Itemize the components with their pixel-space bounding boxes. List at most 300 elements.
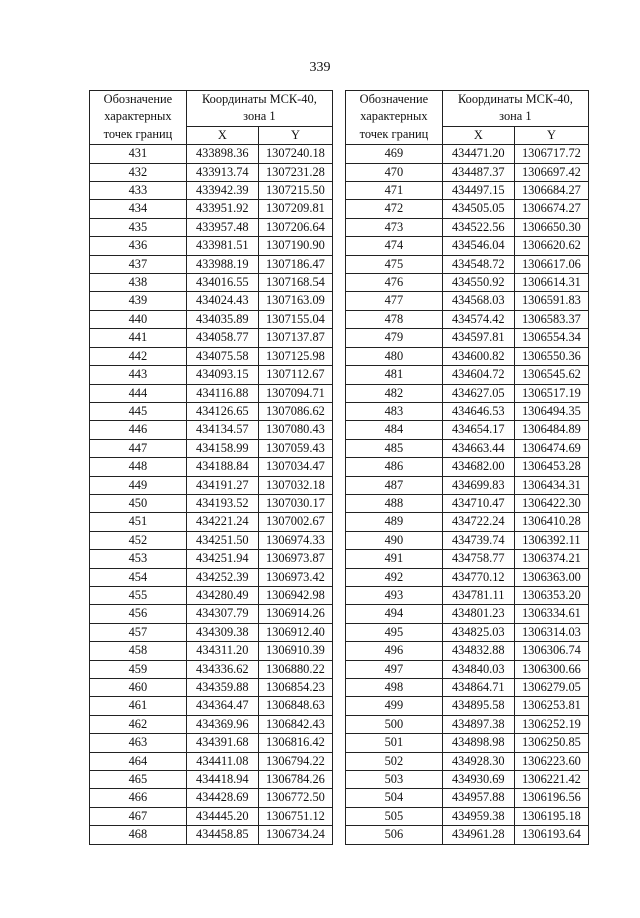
table-row (90, 329, 333, 347)
point-number-cell: 446 (90, 421, 187, 439)
y-coordinate-cell: 1306550.36 (514, 347, 588, 365)
y-coordinate-cell: 1307190.90 (258, 237, 332, 255)
table-row (90, 826, 333, 844)
point-number-cell: 449 (90, 476, 187, 494)
point-number-cell: 438 (90, 274, 187, 292)
table-row (90, 771, 333, 789)
point-number-cell: 480 (346, 347, 443, 365)
x-coordinate-cell: 434093.15 (186, 366, 258, 384)
header-y: Y (514, 126, 588, 144)
table-row (90, 568, 333, 586)
point-number-cell: 485 (346, 439, 443, 457)
table-row (90, 347, 333, 365)
table-row (90, 715, 333, 733)
y-coordinate-cell: 1307155.04 (258, 310, 332, 328)
y-coordinate-cell: 1306617.06 (514, 255, 588, 273)
x-coordinate-cell: 434251.94 (186, 550, 258, 568)
x-coordinate-cell: 434035.89 (186, 310, 258, 328)
x-coordinate-cell: 434898.98 (442, 734, 514, 752)
table-row (346, 586, 589, 604)
y-coordinate-cell: 1306942.98 (258, 586, 332, 604)
x-coordinate-cell: 434959.38 (442, 807, 514, 825)
table-row (346, 807, 589, 825)
table-row (90, 476, 333, 494)
table-row (346, 715, 589, 733)
table-row (346, 752, 589, 770)
table-row (90, 623, 333, 641)
y-coordinate-cell: 1306848.63 (258, 697, 332, 715)
point-number-cell: 431 (90, 145, 187, 163)
y-coordinate-cell: 1306223.60 (514, 752, 588, 770)
point-number-cell: 500 (346, 715, 443, 733)
x-coordinate-cell: 434957.88 (442, 789, 514, 807)
y-coordinate-cell: 1307168.54 (258, 274, 332, 292)
table-row (90, 494, 333, 512)
table-row (346, 274, 589, 292)
point-number-cell: 439 (90, 292, 187, 310)
x-coordinate-cell: 434739.74 (442, 531, 514, 549)
y-coordinate-cell: 1306392.11 (514, 531, 588, 549)
y-coordinate-cell: 1306816.42 (258, 734, 332, 752)
point-number-cell: 491 (346, 550, 443, 568)
x-coordinate-cell: 434682.00 (442, 458, 514, 476)
y-coordinate-cell: 1306554.34 (514, 329, 588, 347)
x-coordinate-cell: 434193.52 (186, 494, 258, 512)
y-coordinate-cell: 1306453.28 (514, 458, 588, 476)
point-number-cell: 497 (346, 660, 443, 678)
y-coordinate-cell: 1306973.42 (258, 568, 332, 586)
point-number-cell: 504 (346, 789, 443, 807)
point-number-cell: 490 (346, 531, 443, 549)
x-coordinate-cell: 434359.88 (186, 679, 258, 697)
header-coordinate-system: Координаты МСК-40, зона 1 (186, 91, 332, 127)
table-row (346, 826, 589, 844)
point-number-cell: 443 (90, 366, 187, 384)
x-coordinate-cell: 434134.57 (186, 421, 258, 439)
x-coordinate-cell: 434252.39 (186, 568, 258, 586)
coordinates-table-left (89, 90, 333, 845)
point-number-cell: 487 (346, 476, 443, 494)
y-coordinate-cell: 1307125.98 (258, 347, 332, 365)
y-coordinate-cell: 1307137.87 (258, 329, 332, 347)
point-number-cell: 477 (346, 292, 443, 310)
x-coordinate-cell: 434654.17 (442, 421, 514, 439)
table-row (90, 366, 333, 384)
point-number-cell: 474 (346, 237, 443, 255)
y-coordinate-cell: 1306193.64 (514, 826, 588, 844)
x-coordinate-cell: 434191.27 (186, 476, 258, 494)
x-coordinate-cell: 434126.65 (186, 402, 258, 420)
x-coordinate-cell: 434758.77 (442, 550, 514, 568)
y-coordinate-cell: 1306196.56 (514, 789, 588, 807)
point-number-cell: 442 (90, 347, 187, 365)
table-row (346, 402, 589, 420)
point-number-cell: 501 (346, 734, 443, 752)
point-number-cell: 498 (346, 679, 443, 697)
x-coordinate-cell: 434546.04 (442, 237, 514, 255)
x-coordinate-cell: 433913.74 (186, 163, 258, 181)
table-row (346, 458, 589, 476)
point-number-cell: 489 (346, 513, 443, 531)
header-x: X (186, 126, 258, 144)
point-number-cell: 503 (346, 771, 443, 789)
x-coordinate-cell: 434781.11 (442, 586, 514, 604)
x-coordinate-cell: 433942.39 (186, 182, 258, 200)
y-coordinate-cell: 1306374.21 (514, 550, 588, 568)
y-coordinate-cell: 1307206.64 (258, 218, 332, 236)
table-row (90, 439, 333, 457)
y-coordinate-cell: 1307231.28 (258, 163, 332, 181)
y-coordinate-cell: 1306697.42 (514, 163, 588, 181)
table-row (90, 605, 333, 623)
table-row (346, 145, 589, 163)
table-row (346, 366, 589, 384)
header-coordinate-system: Координаты МСК-40, зона 1 (442, 91, 588, 127)
x-coordinate-cell: 434930.69 (442, 771, 514, 789)
table-row (346, 568, 589, 586)
y-coordinate-cell: 1306250.85 (514, 734, 588, 752)
y-coordinate-cell: 1306300.66 (514, 660, 588, 678)
table-row (90, 145, 333, 163)
y-coordinate-cell: 1306474.69 (514, 439, 588, 457)
y-coordinate-cell: 1306974.33 (258, 531, 332, 549)
point-number-cell: 464 (90, 752, 187, 770)
point-number-cell: 452 (90, 531, 187, 549)
table-row (346, 421, 589, 439)
table-row (90, 734, 333, 752)
y-coordinate-cell: 1306363.00 (514, 568, 588, 586)
point-number-cell: 440 (90, 310, 187, 328)
table-row (346, 439, 589, 457)
x-coordinate-cell: 434445.20 (186, 807, 258, 825)
table-row (90, 807, 333, 825)
y-coordinate-cell: 1306253.81 (514, 697, 588, 715)
x-coordinate-cell: 434646.53 (442, 402, 514, 420)
point-number-cell: 492 (346, 568, 443, 586)
table-row (90, 642, 333, 660)
y-coordinate-cell: 1307080.43 (258, 421, 332, 439)
y-coordinate-cell: 1307209.81 (258, 200, 332, 218)
table-row (346, 384, 589, 402)
y-coordinate-cell: 1306279.05 (514, 679, 588, 697)
point-number-cell: 451 (90, 513, 187, 531)
point-number-cell: 466 (90, 789, 187, 807)
table-row (346, 623, 589, 641)
x-coordinate-cell: 434471.20 (442, 145, 514, 163)
y-coordinate-cell: 1306880.22 (258, 660, 332, 678)
x-coordinate-cell: 434458.85 (186, 826, 258, 844)
point-number-cell: 496 (346, 642, 443, 660)
point-number-cell: 469 (346, 145, 443, 163)
x-coordinate-cell: 434722.24 (442, 513, 514, 531)
y-coordinate-cell: 1306195.18 (514, 807, 588, 825)
point-number-cell: 454 (90, 568, 187, 586)
table-row (90, 421, 333, 439)
y-coordinate-cell: 1307002.67 (258, 513, 332, 531)
x-coordinate-cell: 434016.55 (186, 274, 258, 292)
x-coordinate-cell: 434369.96 (186, 715, 258, 733)
y-coordinate-cell: 1306854.23 (258, 679, 332, 697)
y-coordinate-cell: 1307186.47 (258, 255, 332, 273)
x-coordinate-cell: 434895.58 (442, 697, 514, 715)
x-coordinate-cell: 434550.92 (442, 274, 514, 292)
table-row (346, 163, 589, 181)
y-coordinate-cell: 1307086.62 (258, 402, 332, 420)
y-coordinate-cell: 1306591.83 (514, 292, 588, 310)
point-number-cell: 465 (90, 771, 187, 789)
table-row (346, 347, 589, 365)
table-row (90, 218, 333, 236)
y-coordinate-cell: 1306583.37 (514, 310, 588, 328)
x-coordinate-cell: 434840.03 (442, 660, 514, 678)
table-row (90, 789, 333, 807)
point-number-cell: 447 (90, 439, 187, 457)
table-row (90, 163, 333, 181)
x-coordinate-cell: 434391.68 (186, 734, 258, 752)
point-number-cell: 433 (90, 182, 187, 200)
y-coordinate-cell: 1306545.62 (514, 366, 588, 384)
x-coordinate-cell: 434418.94 (186, 771, 258, 789)
x-coordinate-cell: 434864.71 (442, 679, 514, 697)
table-row (90, 697, 333, 715)
table-row (346, 789, 589, 807)
x-coordinate-cell: 434825.03 (442, 623, 514, 641)
table-row (346, 182, 589, 200)
y-coordinate-cell: 1306484.89 (514, 421, 588, 439)
table-row (346, 660, 589, 678)
x-coordinate-cell: 434336.62 (186, 660, 258, 678)
x-coordinate-cell: 434961.28 (442, 826, 514, 844)
point-number-cell: 479 (346, 329, 443, 347)
x-coordinate-cell: 434116.88 (186, 384, 258, 402)
x-coordinate-cell: 433957.48 (186, 218, 258, 236)
y-coordinate-cell: 1306772.50 (258, 789, 332, 807)
x-coordinate-cell: 434548.72 (442, 255, 514, 273)
point-number-cell: 494 (346, 605, 443, 623)
x-coordinate-cell: 433898.36 (186, 145, 258, 163)
x-coordinate-cell: 434309.38 (186, 623, 258, 641)
x-coordinate-cell: 434221.24 (186, 513, 258, 531)
y-coordinate-cell: 1306912.40 (258, 623, 332, 641)
point-number-cell: 441 (90, 329, 187, 347)
y-coordinate-cell: 1306910.39 (258, 642, 332, 660)
x-coordinate-cell: 434075.58 (186, 347, 258, 365)
header-x: X (442, 126, 514, 144)
y-coordinate-cell: 1307034.47 (258, 458, 332, 476)
y-coordinate-cell: 1306620.62 (514, 237, 588, 255)
x-coordinate-cell: 433951.92 (186, 200, 258, 218)
y-coordinate-cell: 1306410.28 (514, 513, 588, 531)
y-coordinate-cell: 1306221.42 (514, 771, 588, 789)
point-number-cell: 486 (346, 458, 443, 476)
x-coordinate-cell: 434568.03 (442, 292, 514, 310)
x-coordinate-cell: 434307.79 (186, 605, 258, 623)
table-row (346, 513, 589, 531)
x-coordinate-cell: 434428.69 (186, 789, 258, 807)
table-row (90, 531, 333, 549)
header-y: Y (258, 126, 332, 144)
table-row (90, 255, 333, 273)
table-row (346, 605, 589, 623)
y-coordinate-cell: 1306334.61 (514, 605, 588, 623)
x-coordinate-cell: 434487.37 (442, 163, 514, 181)
point-number-cell: 450 (90, 494, 187, 512)
x-coordinate-cell: 434574.42 (442, 310, 514, 328)
y-coordinate-cell: 1306674.27 (514, 200, 588, 218)
y-coordinate-cell: 1306684.27 (514, 182, 588, 200)
point-number-cell: 502 (346, 752, 443, 770)
y-coordinate-cell: 1307112.67 (258, 366, 332, 384)
x-coordinate-cell: 434505.05 (442, 200, 514, 218)
table-row (90, 550, 333, 568)
point-number-cell: 483 (346, 402, 443, 420)
point-number-cell: 432 (90, 163, 187, 181)
x-coordinate-cell: 434311.20 (186, 642, 258, 660)
point-number-cell: 460 (90, 679, 187, 697)
point-number-cell: 462 (90, 715, 187, 733)
point-number-cell: 455 (90, 586, 187, 604)
y-coordinate-cell: 1306306.74 (514, 642, 588, 660)
x-coordinate-cell: 434024.43 (186, 292, 258, 310)
table-row (90, 679, 333, 697)
x-coordinate-cell: 434710.47 (442, 494, 514, 512)
coordinates-table-right (345, 90, 589, 845)
table-row (90, 513, 333, 531)
table-row (90, 752, 333, 770)
y-coordinate-cell: 1306614.31 (514, 274, 588, 292)
y-coordinate-cell: 1306252.19 (514, 715, 588, 733)
table-row (90, 200, 333, 218)
y-coordinate-cell: 1307094.71 (258, 384, 332, 402)
point-number-cell: 435 (90, 218, 187, 236)
table-row (90, 274, 333, 292)
point-number-cell: 467 (90, 807, 187, 825)
point-number-cell: 478 (346, 310, 443, 328)
x-coordinate-cell: 434597.81 (442, 329, 514, 347)
table-row (346, 218, 589, 236)
table-row (346, 642, 589, 660)
x-coordinate-cell: 434364.47 (186, 697, 258, 715)
y-coordinate-cell: 1306422.30 (514, 494, 588, 512)
y-coordinate-cell: 1307059.43 (258, 439, 332, 457)
point-number-cell: 457 (90, 623, 187, 641)
x-coordinate-cell: 434058.77 (186, 329, 258, 347)
point-number-cell: 484 (346, 421, 443, 439)
point-number-cell: 470 (346, 163, 443, 181)
y-coordinate-cell: 1306973.87 (258, 550, 332, 568)
table-row (346, 292, 589, 310)
y-coordinate-cell: 1306794.22 (258, 752, 332, 770)
x-coordinate-cell: 434832.88 (442, 642, 514, 660)
table-row (346, 200, 589, 218)
x-coordinate-cell: 433981.51 (186, 237, 258, 255)
table-row (346, 734, 589, 752)
y-coordinate-cell: 1306734.24 (258, 826, 332, 844)
x-coordinate-cell: 434251.50 (186, 531, 258, 549)
y-coordinate-cell: 1306517.19 (514, 384, 588, 402)
table-row (90, 292, 333, 310)
point-number-cell: 482 (346, 384, 443, 402)
point-number-cell: 459 (90, 660, 187, 678)
y-coordinate-cell: 1306434.31 (514, 476, 588, 494)
table-row (90, 660, 333, 678)
table-row (346, 255, 589, 273)
table-row (90, 310, 333, 328)
x-coordinate-cell: 434699.83 (442, 476, 514, 494)
y-coordinate-cell: 1307240.18 (258, 145, 332, 163)
y-coordinate-cell: 1306842.43 (258, 715, 332, 733)
y-coordinate-cell: 1307163.09 (258, 292, 332, 310)
x-coordinate-cell: 434158.99 (186, 439, 258, 457)
table-row (90, 237, 333, 255)
x-coordinate-cell: 434411.08 (186, 752, 258, 770)
table-row (346, 237, 589, 255)
point-number-cell: 481 (346, 366, 443, 384)
point-number-cell: 434 (90, 200, 187, 218)
table-row (346, 697, 589, 715)
table-row (346, 310, 589, 328)
point-number-cell: 495 (346, 623, 443, 641)
point-number-cell: 476 (346, 274, 443, 292)
table-row (346, 531, 589, 549)
x-coordinate-cell: 434497.15 (442, 182, 514, 200)
y-coordinate-cell: 1306353.20 (514, 586, 588, 604)
point-number-cell: 506 (346, 826, 443, 844)
y-coordinate-cell: 1307032.18 (258, 476, 332, 494)
y-coordinate-cell: 1306784.26 (258, 771, 332, 789)
point-number-cell: 472 (346, 200, 443, 218)
x-coordinate-cell: 433988.19 (186, 255, 258, 273)
table-row (346, 476, 589, 494)
table-row (90, 384, 333, 402)
table-row (90, 586, 333, 604)
point-number-cell: 437 (90, 255, 187, 273)
page-number: 339 (309, 60, 331, 75)
x-coordinate-cell: 434897.38 (442, 715, 514, 733)
point-number-cell: 493 (346, 586, 443, 604)
table-row (90, 458, 333, 476)
table-row (90, 402, 333, 420)
table-row (346, 329, 589, 347)
point-number-cell: 456 (90, 605, 187, 623)
point-number-cell: 475 (346, 255, 443, 273)
x-coordinate-cell: 434928.30 (442, 752, 514, 770)
y-coordinate-cell: 1306717.72 (514, 145, 588, 163)
point-number-cell: 436 (90, 237, 187, 255)
table-row (346, 679, 589, 697)
point-number-cell: 488 (346, 494, 443, 512)
x-coordinate-cell: 434604.72 (442, 366, 514, 384)
x-coordinate-cell: 434627.05 (442, 384, 514, 402)
y-coordinate-cell: 1307215.50 (258, 182, 332, 200)
point-number-cell: 499 (346, 697, 443, 715)
table-row (90, 182, 333, 200)
point-number-cell: 444 (90, 384, 187, 402)
y-coordinate-cell: 1306314.03 (514, 623, 588, 641)
x-coordinate-cell: 434801.23 (442, 605, 514, 623)
point-number-cell: 445 (90, 402, 187, 420)
point-number-cell: 468 (90, 826, 187, 844)
point-number-cell: 463 (90, 734, 187, 752)
x-coordinate-cell: 434280.49 (186, 586, 258, 604)
header-point-designation: Обозначение характерных точек границ (90, 91, 187, 145)
y-coordinate-cell: 1306751.12 (258, 807, 332, 825)
x-coordinate-cell: 434522.56 (442, 218, 514, 236)
point-number-cell: 505 (346, 807, 443, 825)
point-number-cell: 461 (90, 697, 187, 715)
x-coordinate-cell: 434663.44 (442, 439, 514, 457)
table-row (346, 771, 589, 789)
